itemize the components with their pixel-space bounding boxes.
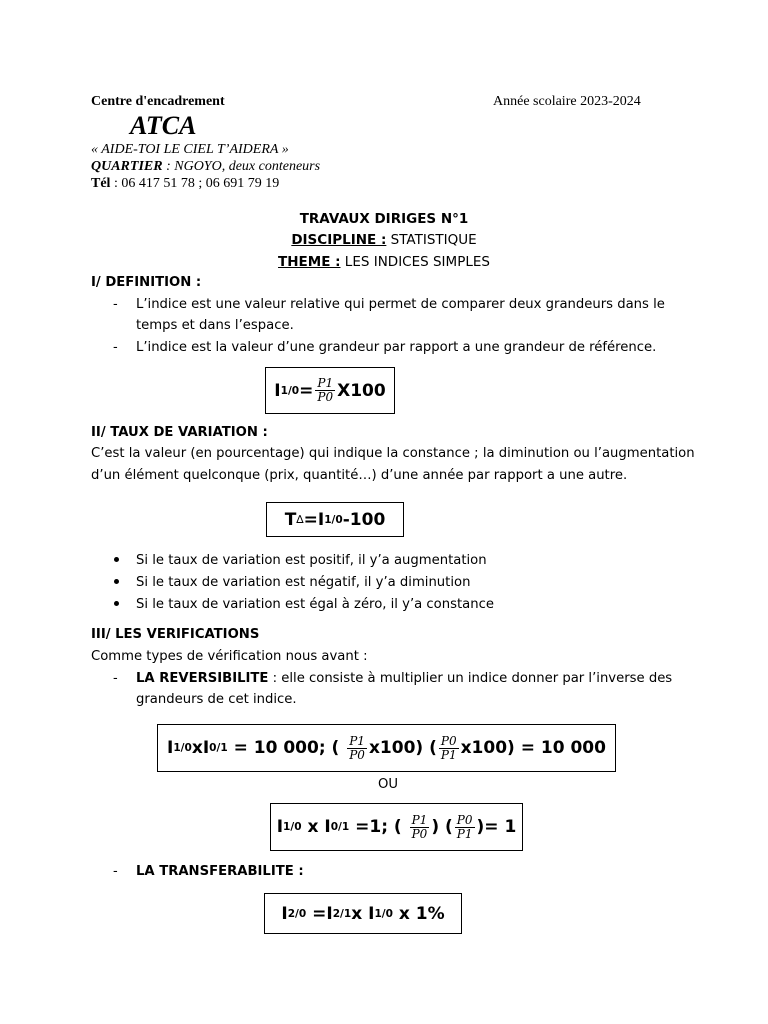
formula-times: x (301, 817, 325, 837)
school-year: Année scolaire 2023-2024 (493, 94, 641, 109)
formula-index-definition: I 1/0 = $\frac{P1}{P0}$ X100 (265, 367, 395, 414)
dash-bullet: - (113, 671, 118, 686)
formula-times: x (191, 738, 203, 758)
section1-heading: I/ DEFINITION : (91, 275, 202, 290)
reversibility-label: LA REVERSIBILITE (136, 671, 269, 686)
discipline-label: DISCIPLINE : (291, 232, 387, 248)
formula-index-base: I (326, 903, 333, 924)
section3-intro: Comme types de vérification nous avant : (91, 649, 368, 664)
formula-eq: = (306, 903, 327, 924)
formula-index-base: I (276, 817, 284, 837)
section2-para-line2: d’un élément quelconque (prix, quantité…) d’une année par rapport a une autre. (91, 468, 628, 483)
formula-fraction (410, 814, 430, 840)
discipline-value: STATISTIQUE (386, 232, 477, 248)
formula-index-base: I (317, 509, 325, 530)
section1-item1-line1: L’indice est une valeur relative qui permet de comparer deux grandeurs dans le (136, 297, 665, 312)
reversibility-text: : elle consiste à multiplier un indice donner par l’inverse des (268, 671, 673, 686)
formula-reversibility-2: I 1/0 x I 0/1 =1; ( $\frac{P1}{P0}$ ) ( $\frac{P0}{P1}$ )= 1 (270, 803, 523, 851)
fraction-numerator: P1 (317, 376, 334, 391)
formula-index-base: I (368, 903, 375, 924)
tel-value: : 06 417 51 78 ; 06 691 79 19 (110, 176, 280, 191)
dash-bullet: - (113, 864, 118, 879)
reversibility-line1 (136, 668, 672, 690)
fraction-denominator: P0 (317, 390, 334, 404)
bullet-icon (114, 557, 119, 562)
formula-tail: X100 (337, 380, 386, 401)
section1-item1-line2: temps et dans l’espace. (136, 318, 294, 333)
tel-line (91, 176, 279, 192)
dash-bullet: - (113, 340, 118, 355)
formula-index-base: I (167, 738, 174, 758)
formula-middle: = 10 000; ( (227, 738, 346, 758)
formula-middle: =1; ( (349, 817, 408, 837)
fraction-denominator: P0 (349, 747, 365, 762)
theme-value: LES INDICES SIMPLES (340, 254, 490, 270)
bullet-icon (114, 579, 119, 584)
center-name: Centre d'encadrement (91, 94, 225, 109)
fraction-numerator: P0 (456, 812, 473, 827)
section2-bullet-2: Si le taux de variation est négatif, il y’a diminution (136, 575, 471, 590)
bullet-icon (114, 601, 119, 606)
formula-index-base: I (274, 380, 281, 401)
formula-index-base: I (281, 903, 288, 924)
formula-eq: = (299, 380, 314, 401)
fraction-numerator: P1 (349, 733, 365, 748)
formula-tail: x100) = 10 000 (460, 738, 606, 758)
formula-times: x (351, 903, 369, 924)
section2-heading: II/ TAUX DE VARIATION : (91, 425, 268, 440)
motto: « AIDE-TOI LE CIEL T’AIDERA » (91, 142, 289, 157)
formula-fraction (315, 377, 335, 403)
formula-fraction (439, 735, 459, 761)
quartier-label: QUARTIER (91, 159, 163, 174)
reversibility-line2: grandeurs de cet indice. (136, 692, 297, 707)
formula-reversibility-1: I 1/0 x I 0/1 = 10 000; ( $\frac{P1}{P0}$ x100) ( $\frac{P0}{P1}$ x100) = 10 000 (157, 724, 616, 772)
section3-heading: III/ LES VERIFICATIONS (91, 627, 260, 642)
formula-fraction (455, 814, 475, 840)
ou-separator: OU (378, 777, 399, 792)
section2-para-line1: C’est la valeur (en pourcentage) qui indique la constance ; la diminution ou l’augmentation (91, 446, 695, 461)
transferability-label: LA TRANSFERABILITE : (136, 864, 304, 879)
formula-part: ) ( (431, 817, 453, 837)
section1-item2: L’indice est la valeur d’une grandeur par rapport a une grandeur de référence. (136, 340, 657, 355)
formula-transferability: I 2/0 = I 2/1 x I 1/0 x 1% (264, 893, 462, 934)
theme-line (0, 252, 768, 272)
formula-tail: -100 (342, 509, 386, 530)
dash-bullet: - (113, 297, 118, 312)
quartier-value: : NGOYO, deux conteneurs (162, 159, 321, 174)
theme-label: THEME : (278, 254, 341, 270)
formula-index-base: I (324, 817, 331, 837)
formula-eq: = (303, 509, 318, 530)
formula-t: T (284, 509, 297, 530)
delta-icon: ∆ (296, 513, 304, 526)
fraction-denominator: P1 (440, 747, 457, 762)
logo-text: ATCA (130, 111, 197, 140)
fraction-numerator: P1 (411, 812, 428, 827)
tel-label: Tél (91, 176, 111, 191)
quartier-line (91, 159, 320, 175)
section2-bullet-3: Si le taux de variation est égal à zéro, il y’a constance (136, 597, 494, 612)
formula-tail: )= 1 (476, 817, 517, 837)
page-title: TRAVAUX DIRIGES N°1 (299, 211, 469, 227)
formula-fraction (347, 735, 367, 761)
formula-variation-rate: T ∆ = I 1/0 -100 (266, 502, 404, 537)
formula-tail: x 1% (392, 903, 445, 924)
formula-part: x100) ( (368, 738, 437, 758)
section2-bullet-1: Si le taux de variation est positif, il y’a augmentation (136, 553, 487, 568)
discipline-line (0, 230, 768, 250)
fraction-numerator: P0 (440, 733, 457, 748)
formula-index-base: I (202, 738, 210, 758)
fraction-denominator: P1 (456, 826, 473, 841)
fraction-denominator: P0 (411, 826, 428, 841)
